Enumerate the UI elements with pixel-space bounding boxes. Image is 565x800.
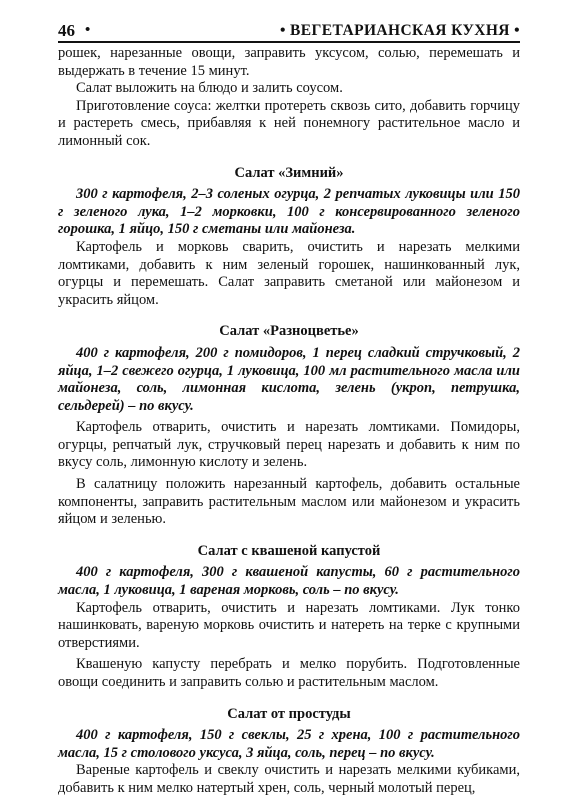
intro-paragraph: Салат выложить на блюдо и залить соусом. xyxy=(76,80,343,97)
ingredients-prostudy: 400 г картофеля, 150 г свеклы, 25 г хрена, 100 г растительного масла, 15 г столового уксуса, 3 яйца, соль, перец – по вкусу. xyxy=(58,727,520,761)
intro-paragraph: рошек, нарезанные овощи, заправить уксусом, солью, перемешать и выдержать в течение 15 минут. xyxy=(58,45,520,79)
recipe-title-raznotsvetie: Салат «Разноцветье» xyxy=(219,323,359,340)
page-number: 46 xyxy=(58,21,75,41)
recipe-title-zimniy: Салат «Зимний» xyxy=(234,164,344,181)
page-header xyxy=(58,22,520,43)
method-paragraph: Вареные картофель и свеклу очистить и нарезать мелкими кубиками, добавить к ним мелко натертый хрен, соль, черный молотый перец, xyxy=(58,762,520,796)
method-paragraph: Картофель отварить, очистить и нарезать ломтиками. Лук тонко нашинковать, вареную морковь очистить и натереть на терке с крупными отверстиями. xyxy=(58,599,520,651)
header-bullet: • xyxy=(85,22,91,39)
ingredients-kvashenaya: 400 г картофеля, 300 г квашеной капусты, 60 г растительного масла, 1 луковица, 1 вареная морковь, соль – по вкусу. xyxy=(58,564,520,599)
recipe-title-prostudy: Салат от простуды xyxy=(227,705,351,722)
book-page xyxy=(58,22,520,798)
ingredients-raznotsvetie: 400 г картофеля, 200 г помидоров, 1 перец сладкий стручковый, 2 яйца, 1–2 свежего огурца, 1 луковица, 100 мл растительного масла или майонеза, соль, лимонная кислота, зелень (укроп, петрушка, сельдерей) – по вкусу. xyxy=(58,344,520,414)
running-title: • ВЕГЕТАРИАНСКАЯ КУХНЯ • xyxy=(279,22,520,40)
recipe-title-kvashenaya: Салат с квашеной капустой xyxy=(197,542,381,559)
method-paragraph: Квашеную капусту перебрать и мелко порубить. Подготовленные овощи соединить и заправить солью и растительным маслом. xyxy=(58,656,520,690)
sauce-paragraph: Приготовление соуса: желтки протереть сквозь сито, добавить горчицу и растереть смесь, прибавляя к ней понемногу растительное масло и лимонный сок. xyxy=(58,97,520,149)
method-paragraph: В салатницу положить нарезанный картофель, добавить остальные компоненты, заправить растительным маслом или майонезом и украсить яйцом и зеленью. xyxy=(58,476,520,528)
ingredients-zimniy: 300 г картофеля, 2–3 соленых огурца, 2 репчатых луковицы или 150 г зеленого лука, 1–2 морковки, 100 г консервированного зеленого горошка, 1 яйцо, 150 г сметаны или майонеза. xyxy=(58,186,520,238)
method-paragraph: Картофель и морковь сварить, очистить и нарезать мелкими ломтиками, добавить к ним зеленый горошек, нашинкованный лук, огурцы и перемешать. Салат заправить сметаной или майонезом и украсить яйцом. xyxy=(58,238,520,308)
method-paragraph: Картофель отварить, очистить и нарезать ломтиками. Помидоры, огурцы, репчатый лук, стручковый перец нарезать и добавить к ним по вкусу соль, лимонную кислоту и зелень. xyxy=(58,419,520,471)
